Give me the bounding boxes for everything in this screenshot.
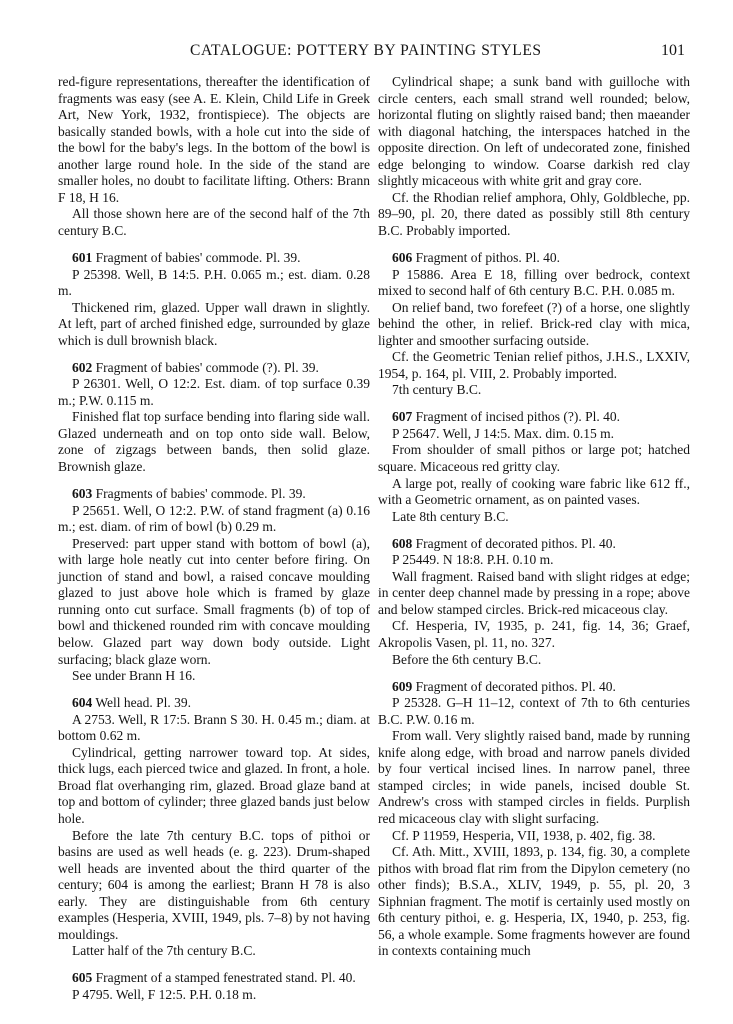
catalogue-entry-604 <box>58 695 370 960</box>
right-column <box>378 74 690 960</box>
page-number: 101 <box>661 42 685 59</box>
entry-number: 606 <box>392 249 413 265</box>
entry-comparison-extended: Cf. Ath. Mitt., XVIII, 1893, p. 134, fig. 30, a complete pithos with broad flat rim from the Dipylon cemetery (no other finds); B.S.A., XLIV, 1949, p. 55, pl. 20, 3 Siphnian fragment. The motif is certainly used mostly on 6th century pithoi, e. g. Hesperia, IX, 1940, p. 253, fig. 56, a whole example. Some fragments however are found in contexts containing much <box>378 844 690 959</box>
entry-title: Fragments of babies' commode. Pl. 39. <box>95 486 306 502</box>
entry-reference: P 15886. Area E 18, filling over bedrock, context mixed to second half of 6th century B.C. P.H. 0.085 m. <box>378 266 690 299</box>
entry-heading <box>378 536 690 553</box>
entry-number: 604 <box>72 695 93 711</box>
entry-heading <box>58 360 370 377</box>
catalogue-entry-607 <box>378 409 690 525</box>
entry-heading <box>378 409 690 426</box>
entry-heading <box>378 250 690 267</box>
entry-title: Fragment of pithos. Pl. 40. <box>415 249 560 265</box>
entry-title: Well head. Pl. 39. <box>95 695 192 711</box>
entry-date: Latter half of the 7th century B.C. <box>72 943 256 959</box>
entry-heading <box>58 695 370 712</box>
catalogue-entry-605 <box>58 970 370 1003</box>
entry-date: Late 8th century B.C. <box>392 508 509 524</box>
entry-title: Fragment of decorated pithos. Pl. 40. <box>415 678 616 694</box>
entry-number: 608 <box>392 535 413 551</box>
entry-number: 607 <box>392 409 413 425</box>
entry-reference: P 25449. N 18:8. P.H. 0.10 m. <box>392 552 554 568</box>
entry-reference: P 26301. Well, O 12:2. Est. diam. of top surface 0.39 m.; P.W. 0.115 m. <box>58 376 370 408</box>
intro-paragraph: red-figure representations, thereafter the identification of fragments was easy (see A. E. Klein, Child Life in Greek Art, New York, 1932, frontispiece). The objects are basically standed bowls, with a hole cut into the side of the bowl for the baby's legs. In the bottom of the bowl is another large round hole. In the side of the stand are smaller holes, no doubt to facilitate lifting. Others: Brann F 18, H 16. <box>58 74 370 205</box>
running-title: CATALOGUE: POTTERY BY PAINTING STYLES <box>190 42 542 59</box>
intro-block <box>58 74 370 239</box>
entry-reference: P 25328. G–H 11–12, context of 7th to 6th centuries B.C. P.W. 0.16 m. <box>378 695 690 727</box>
entry-reference: P 25651. Well, O 12:2. P.W. of stand fragment (a) 0.16 m.; est. diam. of rim of bowl (b) 0.29 m. <box>58 502 370 535</box>
entry-number: 602 <box>72 359 93 375</box>
catalogue-entry-601 <box>58 250 370 349</box>
entry-title: Fragment of babies' commode. Pl. 39. <box>95 249 301 265</box>
catalogue-entry-608 <box>378 536 690 668</box>
entry-description: From wall. Very slightly raised band, made by running knife along edge, with broad and narrow panels divided by four vertical incised lines. In narrow panel, three stamped circles; in wide panels, incised double St. Andrew's cross with stamped circles in fields. Purplish red micaceous clay with slight surfacing. <box>378 728 690 826</box>
catalogue-entry-605-continued <box>378 74 690 239</box>
entry-reference: P 25398. Well, B 14:5. P.H. 0.065 m.; est. diam. 0.28 m. <box>58 266 370 299</box>
left-column <box>58 74 370 1003</box>
entry-date: Before the 6th century B.C. <box>392 651 542 667</box>
entry-description: Cylindrical, getting narrower toward top. At sides, thick lugs, each pierced twice and glazed. In front, a hole. Broad flat overhanging rim, glazed. Broad glaze band at top and bottom of cylinder; three glazed bands just below hole. <box>58 744 370 826</box>
entry-description: On relief band, two forefeet (?) of a horse, one slightly behind the other, in relief. Brick-red clay with mica, lighter and smoother surfacing outside. <box>378 299 690 348</box>
entry-date: 7th century B.C. <box>392 382 482 398</box>
entry-title: Fragment of babies' commode (?). Pl. 39. <box>95 359 319 375</box>
entry-comparison: Cf. the Geometric Tenian relief pithos, J.H.S., LXXIV, 1954, p. 164, pl. VIII, 2. Probably imported. <box>378 349 690 381</box>
entry-number: 603 <box>72 486 93 502</box>
entry-comparison: Cf. P 11959, Hesperia, VII, 1938, p. 402, fig. 38. <box>392 827 656 843</box>
entry-comparison: Cf. Hesperia, IV, 1935, p. 241, fig. 14, 36; Graef, Akropolis Vasen, pl. 11, no. 327. <box>378 618 690 650</box>
entry-number: 605 <box>72 970 93 986</box>
entry-description: Wall fragment. Raised band with slight ridges at edge; in center deep channel made by pressing in a rope; above and below stamped circles. Brick-red micaceous clay. <box>378 568 690 617</box>
entry-description: Preserved: part upper stand with bottom of bowl (a), with large hole neatly cut into center before firing. On junction of stand and bowl, a raised concave moulding glazed to just above hole which is framed by glaze running onto cut surface. Small fragments (b) of top of bowl and thickened rounded rim with concave moulding below. Glazed part way down body outside. Light surfacing; black glaze worn. <box>58 535 370 667</box>
entry-heading <box>58 970 370 987</box>
entry-number: 609 <box>392 678 413 694</box>
entry-heading <box>58 486 370 503</box>
entry-title: Fragment of a stamped fenestrated stand. Pl. 40. <box>95 970 356 986</box>
entry-heading <box>378 679 690 696</box>
catalogue-entry-606 <box>378 250 690 399</box>
entry-number: 601 <box>72 249 93 265</box>
entry-note: Before the late 7th century B.C. tops of pithoi or basins are used as well heads (e. g. 223). Drum-shaped well heads are invented about the third quarter of the century; 604 is among the earliest; Brann H 78 is also early. They are distinguishable from 6th century examples (Hesperia, XVIII, 1949, pls. 7–8) by not having mouldings. <box>58 827 370 942</box>
entry-title: Fragment of decorated pithos. Pl. 40. <box>415 535 616 551</box>
entry-description: Finished flat top surface bending into flaring side wall. Glazed underneath and on top onto side wall. Below, zone of zigzags between bands, then solid glaze. Brownish glaze. <box>58 409 370 475</box>
entry-description: Thickened rim, glazed. Upper wall drawn in slightly. At left, part of arched finished edge, surrounded by glaze which is dull brownish black. <box>58 299 370 348</box>
catalogue-entry-609 <box>378 679 690 960</box>
entry-reference: P 25647. Well, J 14:5. Max. dim. 0.15 m. <box>392 425 615 441</box>
catalogue-entry-602 <box>58 360 370 476</box>
entry-note: A large pot, really of cooking ware fabric like 612 ff., with a Geometric ornament, as on painted vases. <box>378 475 690 508</box>
entry-description: Cylindrical shape; a sunk band with guilloche with circle centers, each small strand well rounded; below, horizontal fluting on slightly raised band; then maeander with diagonal hatching, the interspaces hatched in the opposite direction. On left of undecorated zone, finished edge belonging to window. Coarse darkish red clay slightly micaceous with white grit and gray core. <box>378 74 690 189</box>
entry-reference: P 4795. Well, F 12:5. P.H. 0.18 m. <box>72 986 257 1002</box>
entry-see-also: See under Brann H 16. <box>72 668 196 684</box>
catalogue-entry-603 <box>58 486 370 685</box>
entry-reference: A 2753. Well, R 17:5. Brann S 30. H. 0.45 m.; diam. at bottom 0.62 m. <box>58 711 370 744</box>
entry-comparison: Cf. the Rhodian relief amphora, Ohly, Goldbleche, pp. 89–90, pl. 20, there dated as possibly still 8th century B.C. Probably imported. <box>378 189 690 238</box>
entry-description: From shoulder of small pithos or large pot; hatched square. Micaceous red gritty clay. <box>378 442 690 475</box>
entry-heading <box>58 250 370 267</box>
intro-date-paragraph: All those shown here are of the second half of the 7th century B.C. <box>58 206 370 238</box>
entry-title: Fragment of incised pithos (?). Pl. 40. <box>415 409 620 425</box>
page-header <box>0 42 733 66</box>
